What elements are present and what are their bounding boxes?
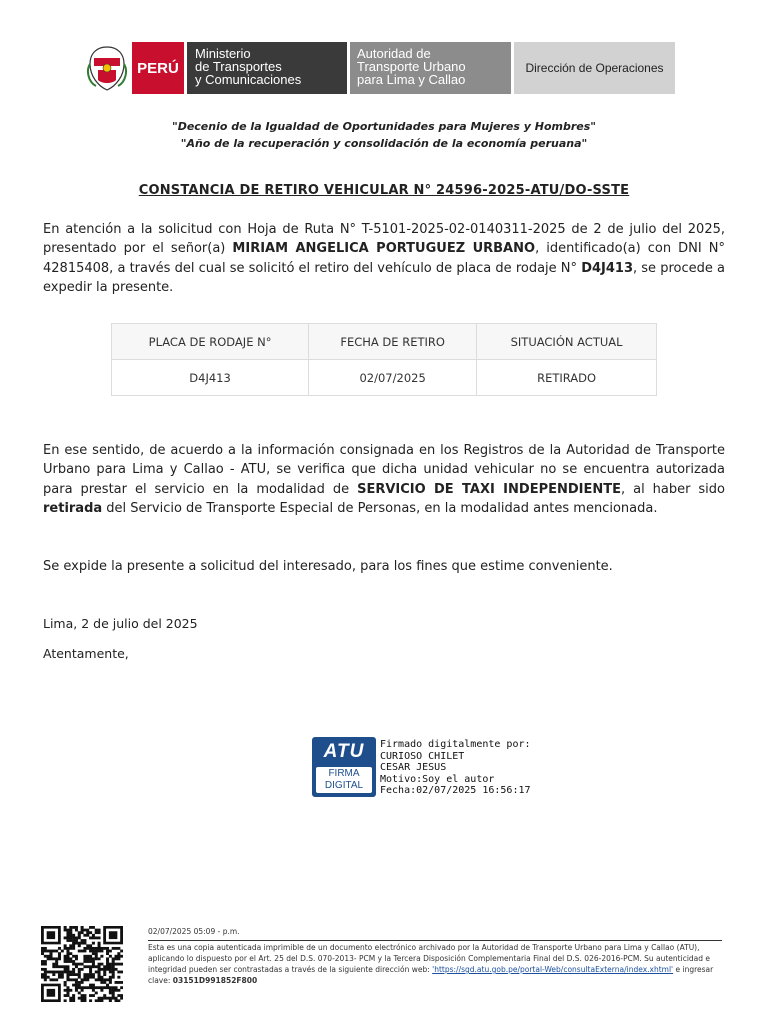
cell-status: RETIRADO [477, 360, 657, 396]
verification-text-1: En ese sentido, de acuerdo a la información consignada en los Registros de la Autoridad de Transporte Urbano para Lima y Callao - ATU, se verifica que dicha unidad vehicular no se encuentra autorizada para prestar el servicio en la modalidad de [43, 443, 725, 497]
direction-block [514, 42, 675, 94]
atu-brand-block [350, 42, 511, 94]
qr-code-icon [41, 926, 123, 1002]
request-text-1: En atención a la solicitud con Hoja de Ruta N° T-5101-2025-02-0140311-2025 de 2 de julio del 2025, presentado por el señor(a) [43, 222, 725, 257]
atu-line-1: Autoridad de [357, 46, 431, 61]
digital-signature-logo [312, 737, 376, 797]
signature-line-3: CESAR JESUS [380, 762, 447, 773]
atu-line-2: Transporte Urbano [357, 59, 466, 74]
service-type: SERVICIO DE TAXI INDEPENDIENTE [357, 481, 621, 497]
vehicle-table [111, 323, 657, 396]
header-plate: PLACA DE RODAJE N° [112, 324, 309, 360]
table-header-row [112, 324, 657, 360]
issuance-paragraph: Se expide la presente a solicitud del interesado, para los fines que estime conveniente. [43, 559, 613, 574]
ministry-line-1: Ministerio [195, 46, 251, 61]
verification-paragraph [43, 441, 725, 518]
footer-divider [148, 940, 722, 941]
document-title: CONSTANCIA DE RETIRO VEHICULAR N° 24596-2025-ATU/DO-SSTE [138, 183, 630, 198]
peru-label: PERÚ [137, 59, 179, 77]
cell-date: 02/07/2025 [309, 360, 477, 396]
request-paragraph [43, 220, 725, 297]
signature-line-5: Fecha:02/07/2025 16:56:17 [380, 785, 531, 796]
atu-line-3: para Lima y Callao [357, 72, 466, 87]
request-text-2: , identificado(a) con DNI N° 42815408, a través del cual se solicitó el retiro del vehículo de placa de rodaje N° [43, 241, 726, 276]
signature-line-4: Motivo:Soy el autor [380, 773, 495, 785]
verification-key: 03151D991852F800 [172, 976, 258, 985]
atu-logo-text: ATU [323, 741, 365, 762]
vehicle-plate: D4J413 [581, 260, 633, 276]
peru-brand-block [132, 42, 184, 94]
ministry-brand-block [187, 42, 347, 94]
firma-digital-badge [316, 767, 372, 793]
badge-line-1: FIRMA [328, 768, 360, 779]
direction-label: Dirección de Operaciones [525, 61, 664, 75]
signature-line-1: Firmado digitalmente por: [380, 739, 531, 750]
signature-details [380, 739, 531, 797]
footer-text-2: e ingresar clave: [148, 965, 714, 985]
verification-text-3: del Servicio de Transporte Especial de Personas, en la modalidad antes mencionada. [102, 500, 658, 516]
applicant-name: MIRIAM ANGELICA PORTUGUEZ URBANO [232, 241, 536, 257]
vehicle-status: retirada [43, 500, 103, 516]
ministry-line-3: y Comunicaciones [195, 72, 302, 87]
header-status: SITUACIÓN ACTUAL [477, 324, 657, 360]
table-row [112, 360, 657, 396]
signature-line-2: CURIOSO CHILET [380, 750, 465, 762]
footer-timestamp: 02/07/2025 05:09 - p.m. [148, 927, 240, 936]
verification-link[interactable]: 'https://sgd.atu.gob.pe/portal-Web/consultaExterna/index.xhtml' [432, 965, 674, 974]
badge-line-2: DIGITAL [324, 780, 364, 791]
verification-text-2: , al haber sido [621, 481, 725, 497]
peru-coat-of-arms-icon [86, 44, 128, 92]
header-date: FECHA DE RETIRO [309, 324, 477, 360]
place-date: Lima, 2 de julio del 2025 [43, 616, 198, 631]
motto-line-1: "Decenio de la Igualdad de Oportunidades para Mujeres y Hombres" [171, 120, 597, 133]
decade-mottos [0, 118, 768, 152]
footer-legal-text [148, 942, 728, 986]
request-text-3: , se procede a expedir la presente. [43, 260, 725, 295]
motto-line-2: "Año de la recuperación y consolidación de la economía peruana" [180, 137, 588, 150]
closing-regards: Atentamente, [43, 646, 129, 661]
ministry-line-2: de Transportes [195, 59, 282, 74]
cell-plate: D4J413 [112, 360, 309, 396]
footer-text-1: Esta es una copia autenticada imprimible de un documento electrónico archivado por la Autoridad de Transporte Urbano para Lima y Callao (ATU), aplicando lo dispuesto por el Art. 25 del D.S. 070-2013- PCM y la Tercera Disposición Complementaria Final del D.S. 026-2016-PCM. Su autenticidad e integridad pueden ser contrastadas a través de la siguiente dirección web: [148, 943, 711, 974]
